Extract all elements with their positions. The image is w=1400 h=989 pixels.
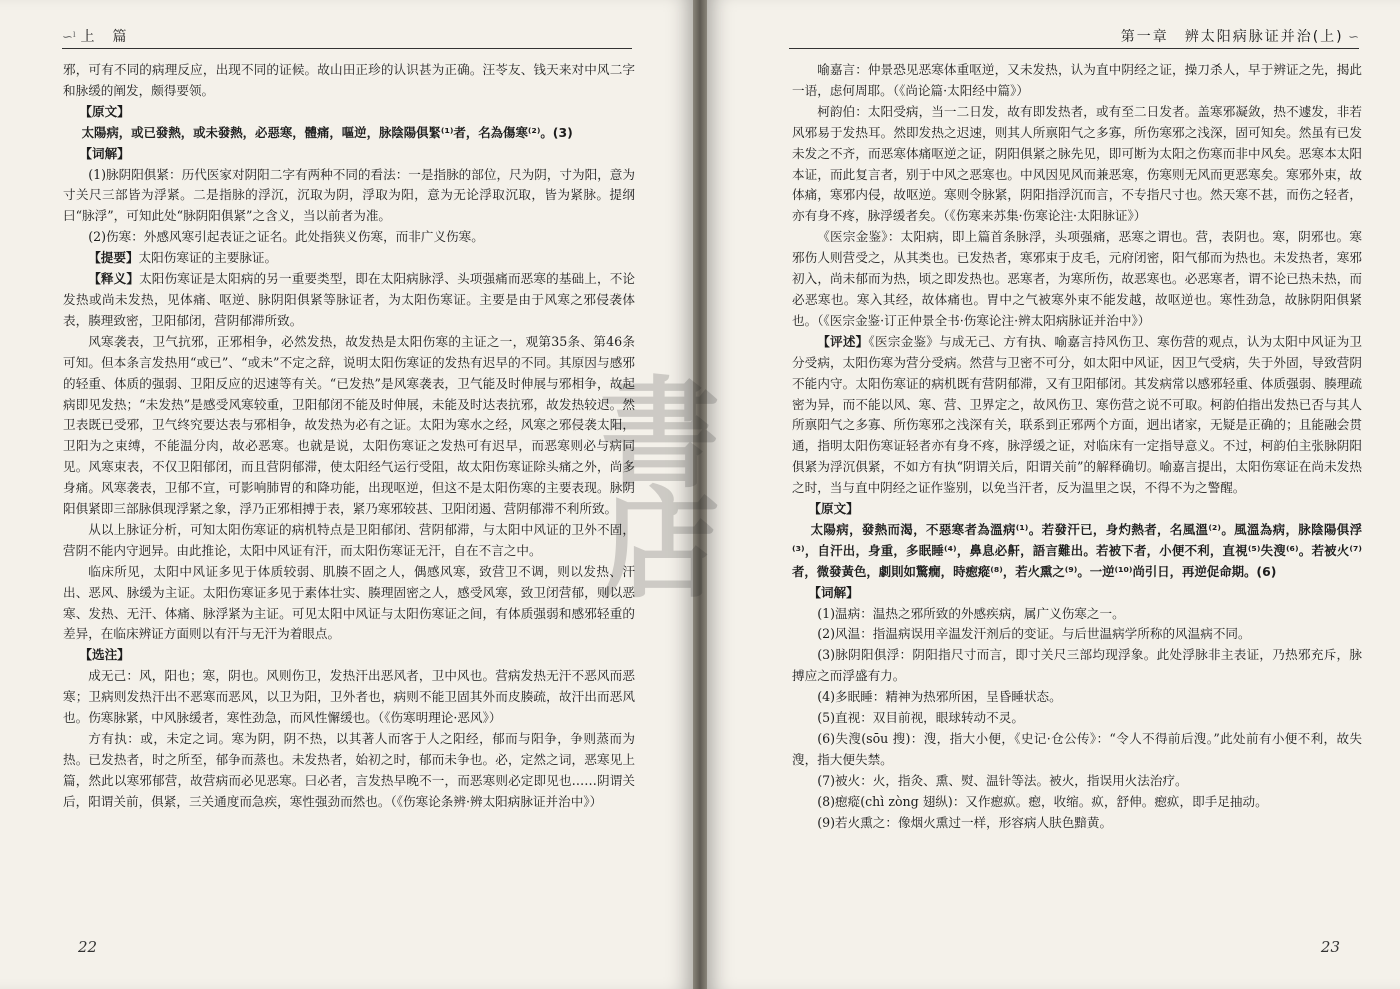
section-heading: 【原文】 xyxy=(79,103,130,119)
paragraph: 从以上脉证分析，可知太阳伤寒证的病机特点是卫阳郁闭、营阴郁滞，与太阳中风证的卫外不固，营阴不能内守迥异。由此推论，太阳中风证有汗，而太阳伤寒证无汗，自在不言之中。 xyxy=(63,521,635,558)
paragraph: (5)直视：双目前视，眼球转动不灵。 xyxy=(817,710,1024,726)
paragraph: 喻嘉言：仲景恐见恶寒体重呕逆，又未发热，认为直中阴经之证，操刀杀人，早于辨证之先，揭此一语，虑何周耶。（《尚论篇·太阳经中篇》） xyxy=(792,62,1362,98)
paragraph: (1)温病：温热之邪所致的外感疾病，属广义伤寒之一。 xyxy=(817,605,1125,621)
section-heading: 【词解】 xyxy=(79,145,130,161)
left-page xyxy=(0,0,693,989)
labeled-paragraph xyxy=(792,332,1362,499)
section-heading: 【选注】 xyxy=(79,647,130,663)
paragraph: (1)脉阴阳俱紧：历代医家对阴阳二字有两种不同的看法：一是指脉的部位，尺为阴，寸为阳，意为寸关尺三部皆为浮紧。二是指脉的浮沉，沉取为阴，浮取为阳，意为无论浮取沉取，皆为紧脉。提纲曰“脉浮”，可知此处“脉阴阳俱紧”之含义，当以前者为准。 xyxy=(63,166,635,224)
paragraph: 方有执：或，未定之词。寒为阴，阴不热，以其著人而客于人之阳经，郁而与阳争，争则蒸而为热。已发热者，时之所至，郁争而蒸也。未发热者，始初之时，郁而未争也。必，定然之词，恶寒见上篇，然此以寒邪郁营，故营病而必见恶寒。曰必者，言发热早晚不一，而恶寒则必定即见也……阴谓关后，阳谓关前，俱紧，三关通度而急疾，寒性强劲而然也。（《伤寒论条辨·辨太阳病脉证并治中》） xyxy=(63,731,635,809)
classic-original-text: 太陽病，發熱而渴，不惡寒者為溫病⁽¹⁾。若發汗已，身灼熱者，名風溫⁽²⁾。風溫為病，脉陰陽俱浮⁽³⁾，自汗出，身重，多眠睡⁽⁴⁾，鼻息必鼾，語言難出。若被下者，小便不利，直視⁽⁵⁾失溲⁽⁶⁾。若被火⁽⁷⁾者，微發黃色，劇則如驚癇，時瘛瘲⁽⁸⁾，若火熏之⁽⁹⁾。一逆⁽¹⁰⁾尚引日，再逆促命期。(6) xyxy=(792,521,1362,579)
paragraph: 风寒袭表，卫气抗邪，正邪相争，必然发热，故发热是太阳伤寒的主证之一，观第35条、第46条可知。但本条言发热用“或已”、“或未”不定之辞，说明太阳伤寒证的发热有迟早的不同。其原因与感邪的轻重、体质的强弱、卫阳反应的迟速等有关。“已发热”是风寒袭表，卫气能及时伸展与邪相争，故起病即见发热；“未发热”是感受风寒较重，卫阳郁闭不能及时伸展，未能及时达表抗邪，故发热较迟。然卫表既已受邪，卫气终究要达表与邪相争，故发热为必有之证。太阳为寒水之经，风寒之邪侵袭太阳，卫阳为之束缚，不能温分肉，故必恶寒。也就是说，太阳伤寒证之发热可有迟早，而恶寒则必与病同见。风寒束表，不仅卫阳郁闭，而且营阴郁滞，使太阳经气运行受阻，故太阳伤寒证除头痛之外，尚多身痛。风寒袭表，卫郁不宣，可影响肺胃的和降功能，出现呕逆，但这不是太阳伤寒的主要表现。脉阴阳俱紧即三部脉俱现浮紧之象，浮乃正邪相搏于表，紧乃寒邪较甚、卫阳闭遏、营阴郁滞不利所致。 xyxy=(63,333,635,517)
section-heading: 【原文】 xyxy=(808,501,859,517)
section-label: 【释义】 xyxy=(88,271,140,287)
right-header-title: 第一章 辨太阳病脉证并治(上) xyxy=(1120,29,1344,45)
labeled-paragraph xyxy=(63,269,635,332)
paragraph: 《医宗金鉴》：太阳病，即上篇首条脉浮，头项强痛，恶寒之谓也。营，表阴也。寒，阴邪也。寒邪伤人则营受之，从其类也。已发热者，寒邪束于皮毛，元府闭密，阳气郁而为热也。未发热者，寒邪初入，尚未郁而为热，顷之即发热也。恶寒者，为寒所伤，故恶寒也。必恶寒者，谓不论已热未热，而必恶寒也。寒入其经，故体痛也。胃中之气被寒外束不能发越，故呕逆也。寒性劲急，故脉阴阳俱紧也。（《医宗金鉴·订正仲景全书·伤寒论注·辨太阳病脉证并治中》） xyxy=(792,229,1362,328)
paragraph: 邪，可有不同的病理反应，出现不同的证候。故山田正珍的认识甚为正确。汪苓友、钱天来对中风二字和脉缓的阐发，颇得要领。 xyxy=(63,62,635,98)
ornament-icon: ∽ˡ xyxy=(62,30,77,45)
right-running-header xyxy=(789,26,1359,49)
paragraph: (8)瘛瘲(chì zòng 翅纵)：又作瘛疭。瘛，收缩。疭，舒伸。瘛疭，即手足抽动。 xyxy=(817,793,1268,809)
paragraph-text: 太阳伤寒证的主要脉证。 xyxy=(138,250,278,266)
left-page-number: 22 xyxy=(78,938,98,956)
paragraph: (4)多眠睡：精神为热邪所困，呈昏睡状态。 xyxy=(817,689,1062,705)
paragraph: (6)失溲(sōu 搜)：溲，指大小便，《史记·仓公传》：“令人不得前后溲。”此处前有小便不利，故失溲，指大便失禁。 xyxy=(792,731,1362,767)
section-label: 【评述】 xyxy=(817,333,869,349)
paragraph: 成无己：风，阳也；寒，阴也。风则伤卫，发热汗出恶风者，卫中风也。营病发热无汗不恶风而恶寒；卫病则发热汗出不恶寒而恶风，以卫为阳，卫外者也，病则不能卫固其外而皮腠疏，故汗出而恶风也。伤寒脉紧，中风脉缓者，寒性劲急，而风性懈缓也。（《伤寒明理论·恶风》） xyxy=(63,668,635,726)
labeled-paragraph xyxy=(63,248,635,269)
right-page-number: 23 xyxy=(1320,938,1340,956)
right-page xyxy=(707,0,1400,989)
paragraph: (7)被火：火，指灸、熏、熨、温针等法。被火，指误用火法治疗。 xyxy=(817,772,1188,788)
paragraph-text: 太阳伤寒证是太阳病的另一重要类型，即在太阳病脉浮、头项强痛而恶寒的基础上，不论发热或尚未发热，见体痛、呕逆、脉阴阳俱紧等脉证者，为太阳伤寒证。主要是由于风寒之邪侵袭体表，腠理致密，卫阳郁闭，营阴郁滞所致。 xyxy=(63,271,636,328)
paragraph: (2)伤寒：外感风寒引起表证之证名。此处指狭义伤寒，而非广义伤寒。 xyxy=(88,229,484,245)
right-page-body xyxy=(792,60,1362,834)
left-running-header xyxy=(62,26,632,49)
section-heading: 【词解】 xyxy=(808,584,859,600)
paragraph: (2)风温：指温病误用辛温发汗剂后的变证。与后世温病学所称的风温病不同。 xyxy=(817,626,1251,642)
left-header-title: 上 篇 xyxy=(80,29,129,45)
paragraph: 临床所见，太阳中风证多见于体质较弱、肌腠不固之人，偶感风寒，致营卫不调，则以发热、汗出、恶风、脉缓为主证。太阳伤寒证多见于素体壮实、腠理固密之人，感受风寒，致卫闭营郁，则以恶寒、发热、无汗、体痛、脉浮紧为主证。可见太阳中风证与太阳伤寒证之间，有体质强弱和感邪轻重的差异，在临床辨证方面则以有汗与无汗为着眼点。 xyxy=(63,563,635,642)
left-page-body xyxy=(63,60,635,813)
section-label: 【提要】 xyxy=(88,250,139,266)
book-gutter xyxy=(693,0,707,989)
paragraph: (3)脉阴阳俱浮：阴阳指尺寸而言，即寸关尺三部均现浮象。此处浮脉非主表证，乃热邪充斥，脉搏应之而浮盛有力。 xyxy=(792,647,1362,684)
classic-original-text: 太陽病，或已發熱，或未發熱，必惡寒，體痛，嘔逆，脉陰陽俱緊⁽¹⁾者，名為傷寒⁽²⁾。(3) xyxy=(81,124,573,140)
paragraph-text: 《医宗金鉴》与成无己、方有执、喻嘉言持风伤卫、寒伤营的观点，认为太阳中风证为卫分受病，太阳伤寒为营分受病。然营与卫密不可分，如太阳中风证，因卫气受病，失于外固，导致营阴不能内守。太阳伤寒证的病机既有营阴郁滞，又有卫阳郁闭。其发病常以感邪轻重、体质强弱、腠理疏密为异，而不能以风、寒、营、卫界定之，故风伤卫、寒伤营之说不可取。柯韵伯指出发热已否与其人所禀阳气之多寡、所伤寒邪之浅深有关，联系到正邪两个方面，迥出诸家，无疑是正确的；且能融会贯通，指明太阳伤寒证轻者亦有身不疼，脉浮缓之证，对临床有一定指导意义。不过，柯韵伯主张脉阴阳俱紧为浮沉俱紧，不如方有执“阴谓关后，阳谓关前”的解释确切。喻嘉言提出，太阳伤寒证在尚未发热之时，当与直中阴经之证作鉴别，以免当汗者，反为温里之误，不得不为之警醒。 xyxy=(792,333,1363,496)
paragraph: 柯韵伯：太阳受病，当一二日发，故有即发热者，或有至二日发者。盖寒邪凝敛，热不遽发，非若风邪易于发热耳。然即发热之迟速，则其人所禀阳气之多寡，所伤寒邪之浅深，固可知矣。然虽有已发未发之不齐，而恶寒体痛呕逆之证，阴阳俱紧之脉先见，即可断为太阳之伤寒而非中风矣。恶寒本太阳本证，而此复言者，别于中风之恶寒也。中风因见风而兼恶寒，伤寒则无风而更恶寒矣。寒邪外束，故体痛，寒邪内侵，故呕逆。寒则令脉紧，阴阳指浮沉而言，不专指尺寸也。然天寒不甚，而伤之轻者，亦有身不疼，脉浮缓者矣。（《伤寒来苏集·伤寒论注·太阳脉证》） xyxy=(792,103,1362,224)
paragraph: (9)若火熏之：像烟火熏过一样，形容病人肤色黯黄。 xyxy=(817,814,1113,830)
ornament-icon: ∽ xyxy=(1348,30,1359,45)
